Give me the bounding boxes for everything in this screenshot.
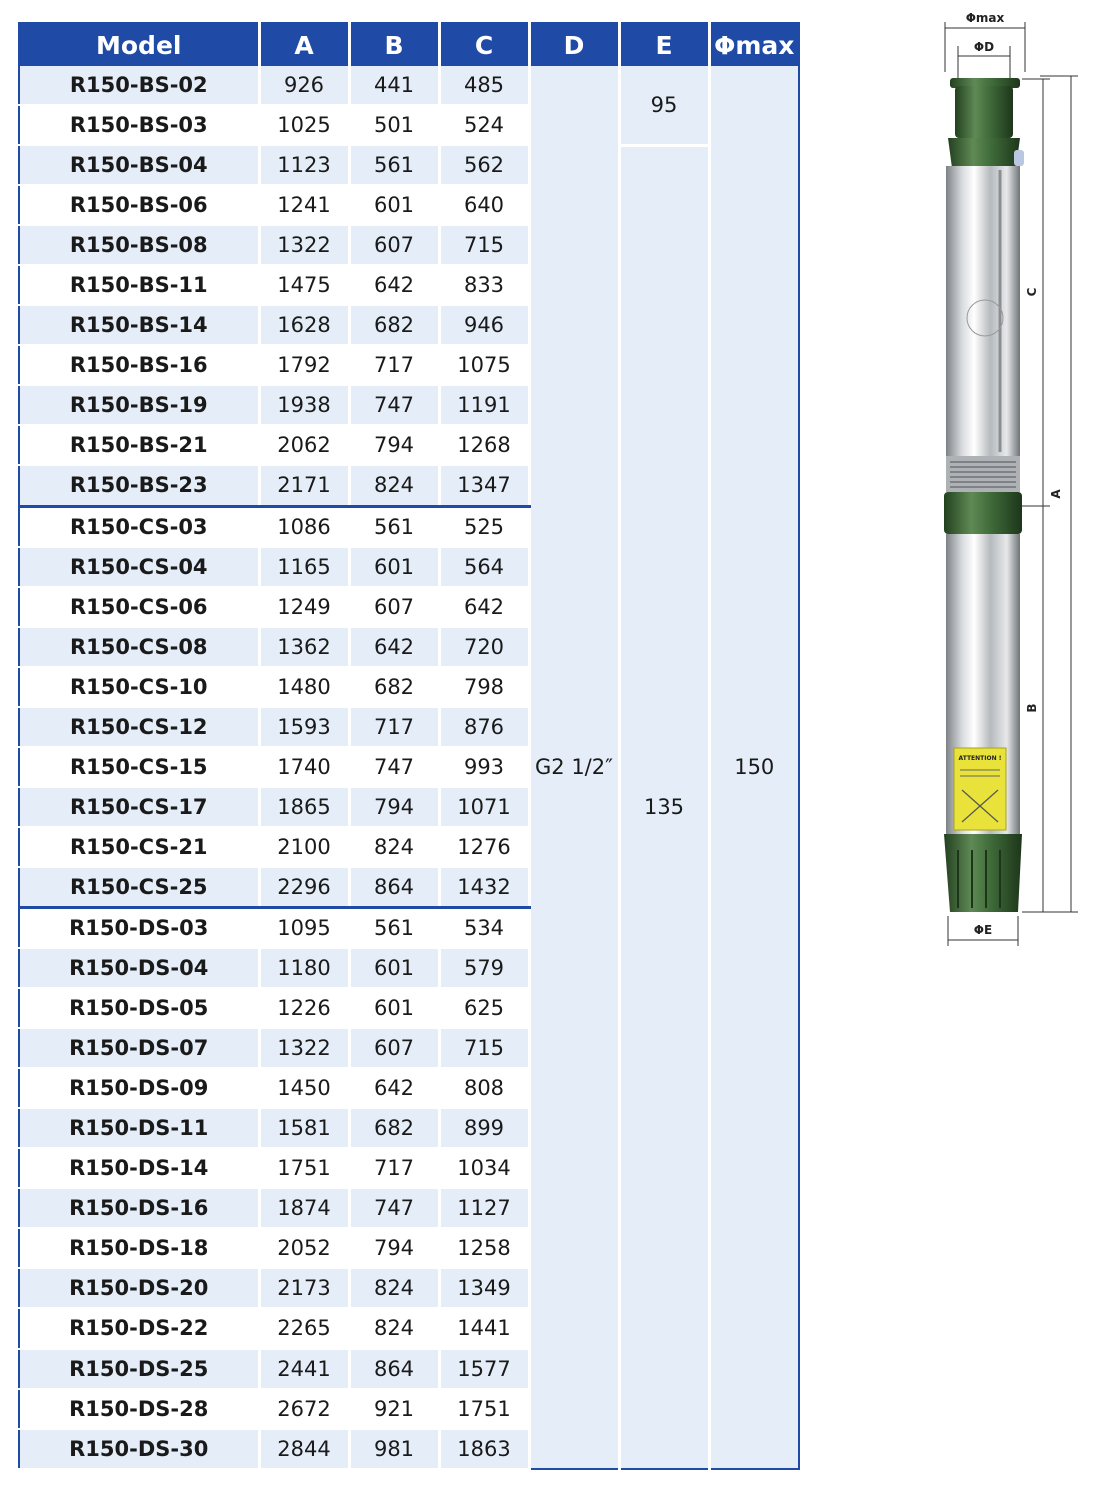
label-c: C	[1025, 287, 1039, 297]
c-cell: 524	[439, 105, 529, 145]
c-cell: 562	[439, 145, 529, 185]
a-cell: 2171	[259, 465, 349, 506]
a-cell: 2062	[259, 425, 349, 465]
header-c: C	[439, 23, 529, 66]
header-phimax: Φmax	[709, 23, 799, 66]
a-cell: 1593	[259, 707, 349, 747]
table-body	[19, 66, 799, 1469]
header-a: A	[259, 23, 349, 66]
a-cell: 1628	[259, 305, 349, 345]
a-cell: 1123	[259, 145, 349, 185]
a-cell: 1480	[259, 667, 349, 707]
model-cell: R150-BS-08	[19, 225, 259, 265]
header-row	[19, 23, 799, 66]
a-cell: 1322	[259, 225, 349, 265]
table-row	[19, 145, 799, 185]
b-cell: 717	[349, 1148, 439, 1188]
a-cell: 1241	[259, 185, 349, 225]
b-cell: 441	[349, 66, 439, 105]
a-cell: 1865	[259, 787, 349, 827]
phimax-label: Φmax	[965, 11, 1005, 25]
b-cell: 864	[349, 1349, 439, 1389]
b-cell: 921	[349, 1389, 439, 1429]
c-cell: 1441	[439, 1308, 529, 1348]
dimension-c	[1022, 79, 1050, 506]
c-cell: 715	[439, 1028, 529, 1068]
a-cell: 2844	[259, 1429, 349, 1469]
c-cell: 798	[439, 667, 529, 707]
c-cell: 1577	[439, 1349, 529, 1389]
a-cell: 1450	[259, 1068, 349, 1108]
a-cell: 1740	[259, 747, 349, 787]
c-cell: 640	[439, 185, 529, 225]
pump-dimension-drawing	[930, 8, 1095, 953]
b-cell: 682	[349, 1108, 439, 1148]
a-cell: 1792	[259, 345, 349, 385]
b-cell: 607	[349, 225, 439, 265]
b-cell: 864	[349, 867, 439, 908]
b-cell: 607	[349, 587, 439, 627]
model-cell: R150-DS-16	[19, 1188, 259, 1228]
b-cell: 601	[349, 185, 439, 225]
model-cell: R150-CS-12	[19, 707, 259, 747]
b-cell: 642	[349, 627, 439, 667]
a-cell: 2296	[259, 867, 349, 908]
model-cell: R150-CS-17	[19, 787, 259, 827]
dimension-b	[1022, 506, 1050, 912]
b-cell: 561	[349, 506, 439, 547]
a-cell: 1938	[259, 385, 349, 425]
c-cell: 1034	[439, 1148, 529, 1188]
c-cell: 579	[439, 948, 529, 988]
c-cell: 808	[439, 1068, 529, 1108]
header-b: B	[349, 23, 439, 66]
c-cell: 833	[439, 265, 529, 305]
c-cell: 876	[439, 707, 529, 747]
a-cell: 2672	[259, 1389, 349, 1429]
a-cell: 1581	[259, 1108, 349, 1148]
b-cell: 717	[349, 707, 439, 747]
c-cell: 642	[439, 587, 529, 627]
model-cell: R150-BS-19	[19, 385, 259, 425]
model-cell: R150-DS-03	[19, 907, 259, 948]
model-cell: R150-DS-04	[19, 948, 259, 988]
model-cell: R150-BS-02	[19, 66, 259, 105]
a-cell: 2173	[259, 1268, 349, 1308]
model-cell: R150-BS-21	[19, 425, 259, 465]
phie-dimension	[948, 916, 1018, 946]
table-row	[19, 66, 799, 105]
model-cell: R150-CS-08	[19, 627, 259, 667]
a-cell: 1874	[259, 1188, 349, 1228]
b-cell: 794	[349, 1228, 439, 1268]
c-cell: 485	[439, 66, 529, 105]
c-cell: 1127	[439, 1188, 529, 1228]
c-cell: 625	[439, 988, 529, 1028]
spec-table	[18, 22, 800, 1470]
pump-body	[944, 78, 1024, 912]
a-cell: 1475	[259, 265, 349, 305]
b-cell: 642	[349, 1068, 439, 1108]
model-cell: R150-CS-15	[19, 747, 259, 787]
b-cell: 682	[349, 305, 439, 345]
e-value-first-cell: 95	[619, 66, 709, 145]
model-cell: R150-DS-14	[19, 1148, 259, 1188]
model-cell: R150-BS-23	[19, 465, 259, 506]
model-cell: R150-DS-07	[19, 1028, 259, 1068]
c-cell: 720	[439, 627, 529, 667]
c-cell: 525	[439, 506, 529, 547]
b-cell: 607	[349, 1028, 439, 1068]
a-cell: 1751	[259, 1148, 349, 1188]
b-cell: 824	[349, 1268, 439, 1308]
c-cell: 1191	[439, 385, 529, 425]
c-cell: 1258	[439, 1228, 529, 1268]
model-cell: R150-BS-06	[19, 185, 259, 225]
model-cell: R150-CS-06	[19, 587, 259, 627]
b-cell: 642	[349, 265, 439, 305]
model-cell: R150-DS-18	[19, 1228, 259, 1268]
label-a: A	[1049, 489, 1063, 499]
d-value-cell: G2 1/2″	[529, 66, 619, 1469]
a-cell: 926	[259, 66, 349, 105]
c-cell: 899	[439, 1108, 529, 1148]
c-cell: 946	[439, 305, 529, 345]
attention-plate-label: ATTENTION !	[958, 755, 1002, 762]
label-b: B	[1025, 703, 1039, 713]
b-cell: 824	[349, 827, 439, 867]
phid-label: ΦD	[973, 40, 995, 54]
c-cell: 534	[439, 907, 529, 948]
a-cell: 1180	[259, 948, 349, 988]
a-cell: 1322	[259, 1028, 349, 1068]
model-cell: R150-DS-28	[19, 1389, 259, 1429]
b-cell: 601	[349, 988, 439, 1028]
model-cell: R150-CS-03	[19, 506, 259, 547]
c-cell: 1751	[439, 1389, 529, 1429]
model-cell: R150-DS-25	[19, 1349, 259, 1389]
model-cell: R150-DS-11	[19, 1108, 259, 1148]
c-cell: 1276	[439, 827, 529, 867]
b-cell: 601	[349, 948, 439, 988]
b-cell: 794	[349, 787, 439, 827]
a-cell: 1025	[259, 105, 349, 145]
header-d: D	[529, 23, 619, 66]
e-value-rest-cell: 135	[619, 145, 709, 1469]
c-cell: 1432	[439, 867, 529, 908]
a-cell: 1226	[259, 988, 349, 1028]
c-cell: 1268	[439, 425, 529, 465]
a-cell: 1362	[259, 627, 349, 667]
a-cell: 2052	[259, 1228, 349, 1268]
b-cell: 561	[349, 145, 439, 185]
model-cell: R150-BS-04	[19, 145, 259, 185]
model-cell: R150-CS-21	[19, 827, 259, 867]
model-cell: R150-DS-09	[19, 1068, 259, 1108]
b-cell: 561	[349, 907, 439, 948]
c-cell: 564	[439, 547, 529, 587]
c-cell: 1071	[439, 787, 529, 827]
dimension-a	[1040, 76, 1078, 912]
b-cell: 824	[349, 1308, 439, 1348]
model-cell: R150-DS-30	[19, 1429, 259, 1469]
phimax-value-cell: 150	[709, 66, 799, 1469]
c-cell: 1863	[439, 1429, 529, 1469]
model-cell: R150-BS-14	[19, 305, 259, 345]
header-e: E	[619, 23, 709, 66]
c-cell: 715	[439, 225, 529, 265]
b-cell: 682	[349, 667, 439, 707]
a-cell: 1249	[259, 587, 349, 627]
c-cell: 993	[439, 747, 529, 787]
b-cell: 601	[349, 547, 439, 587]
phid-dimension	[958, 40, 1010, 80]
a-cell: 1086	[259, 506, 349, 547]
b-cell: 747	[349, 385, 439, 425]
model-cell: R150-BS-11	[19, 265, 259, 305]
header-model: Model	[19, 23, 259, 66]
c-cell: 1075	[439, 345, 529, 385]
c-cell: 1347	[439, 465, 529, 506]
phie-label: ΦE	[973, 923, 993, 937]
a-cell: 2441	[259, 1349, 349, 1389]
a-cell: 2100	[259, 827, 349, 867]
a-cell: 1165	[259, 547, 349, 587]
model-cell: R150-BS-16	[19, 345, 259, 385]
b-cell: 747	[349, 1188, 439, 1228]
model-cell: R150-BS-03	[19, 105, 259, 145]
b-cell: 501	[349, 105, 439, 145]
model-cell: R150-CS-10	[19, 667, 259, 707]
b-cell: 981	[349, 1429, 439, 1469]
b-cell: 794	[349, 425, 439, 465]
b-cell: 747	[349, 747, 439, 787]
a-cell: 2265	[259, 1308, 349, 1348]
model-cell: R150-DS-20	[19, 1268, 259, 1308]
model-cell: R150-DS-05	[19, 988, 259, 1028]
b-cell: 824	[349, 465, 439, 506]
b-cell: 717	[349, 345, 439, 385]
model-cell: R150-CS-25	[19, 867, 259, 908]
a-cell: 1095	[259, 907, 349, 948]
model-cell: R150-CS-04	[19, 547, 259, 587]
c-cell: 1349	[439, 1268, 529, 1308]
model-cell: R150-DS-22	[19, 1308, 259, 1348]
